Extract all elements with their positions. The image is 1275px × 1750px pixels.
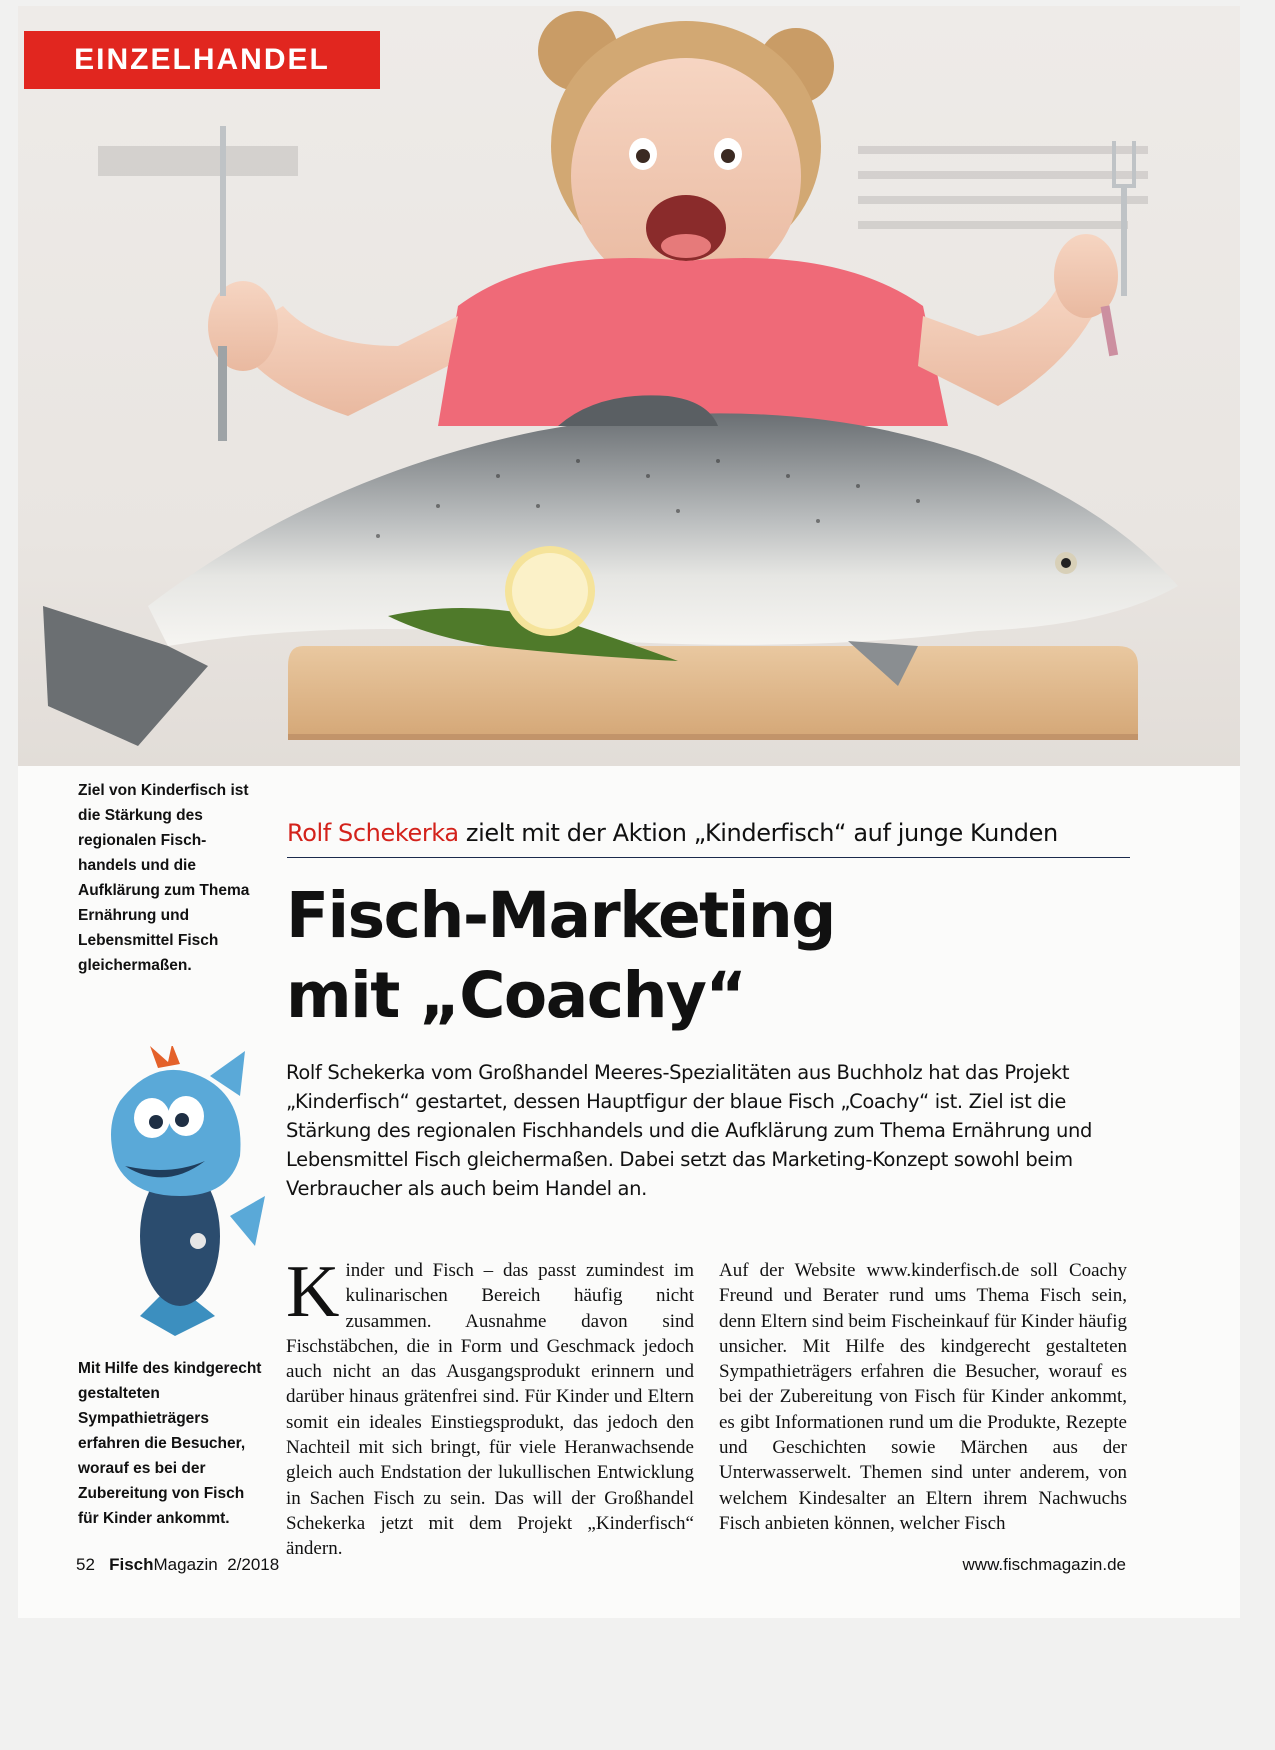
mascot-caption: Mit Hilfe des kindgerecht gestalteten Sympathieträgers erfahren die Besucher, worauf es bei der Zubereitung von Fisch für Kinder ankommt. [78, 1360, 262, 1527]
kicker-name: Rolf Schekerka [287, 819, 459, 847]
kicker-text: zielt mit der Aktion „Kinderfisch“ auf junge Kunden [458, 819, 1058, 847]
article-lead: Rolf Schekerka vom Großhandel Meeres-Spezialitäten aus Buchholz hat das Projekt „Kinderfisch“ gestartet, dessen Hauptfigur der blaue Fisch „Coachy“ ist. Ziel ist die Stärkung des regionalen Fischhandels und die Aufklärung zum Thema Ernährung und Lebensmittel Fisch gleichermaßen. Dabei setzt das Marketing-Konzept sowohl beim Verbraucher als auch beim Handel an. [286, 1061, 1093, 1200]
footer-website[interactable]: www.fischmagazin.de [962, 1555, 1126, 1574]
magazine-name-bold: Fisch [109, 1555, 154, 1574]
footer-left [76, 1555, 279, 1575]
title-line-1: Fisch-Marketing [286, 879, 835, 952]
section-label: EINZELHANDEL [24, 31, 380, 89]
drop-cap: K [286, 1251, 340, 1333]
body-column-2: Auf der Website www.kinderfisch.de soll Coachy Freund und Berater rund ums Thema Fisch sein, denn Eltern sind beim Fischeinkauf für Kinder häufig unsicher. Mit Hilfe des kindgerecht gestalteten Sympathieträgers erfahren die Besucher, worauf es bei der Zubereitung von Fisch für Kinder ankommt, es gibt Informationen rund um die Produkte, Rezepte und Geschichten sowie Märchen aus der Unterwasserwelt. Themen sind unter anderem, von welchem Kindesalter an Eltern ihrem Nachwuchs Fisch anbieten können, welcher Fisch [719, 1260, 1127, 1534]
article-kicker [287, 819, 1130, 858]
magazine-page [18, 6, 1240, 1618]
issue-number: 2/2018 [227, 1555, 280, 1574]
body-text-1: inder und Fisch – das passt zumindest im kulinarischen Bereich häufig nicht zusammen. Ausnahme davon sind Fischstäbchen, die in Form und Geschmack jedoch auch nicht an das Ausgangsprodukt erinnern und darüber hinaus grätenfrei sind. Für Kinder und Eltern somit ein ideales Einstiegsprodukt, das jedoch den Nachteil mit sich bringt, für viele Heranwachsende gleich auch Endstation der lukullischen Entwicklung in Sachen Fisch zu sein. Das will der Großhandel Schekerka jetzt mit dem Projekt „Kinderfisch“ ändern. [286, 1260, 694, 1560]
hero-photo [18, 6, 1240, 766]
girl-with-salmon-illustration [18, 6, 1240, 766]
article-title [286, 876, 1126, 1036]
coachy-fish-mascot-icon [80, 1046, 270, 1346]
magazine-name: Magazin [153, 1555, 218, 1574]
body-column-1 [286, 1251, 694, 1562]
photo-caption: Ziel von Kinderfisch ist die Stärkung des regionalen Fisch-handels und die Aufklärung zum Thema Ernährung und Lebensmittel Fisch gleichermaßen. [78, 782, 250, 974]
title-line-2: mit „Coachy“ [286, 959, 746, 1032]
page-number: 52 [76, 1555, 95, 1574]
